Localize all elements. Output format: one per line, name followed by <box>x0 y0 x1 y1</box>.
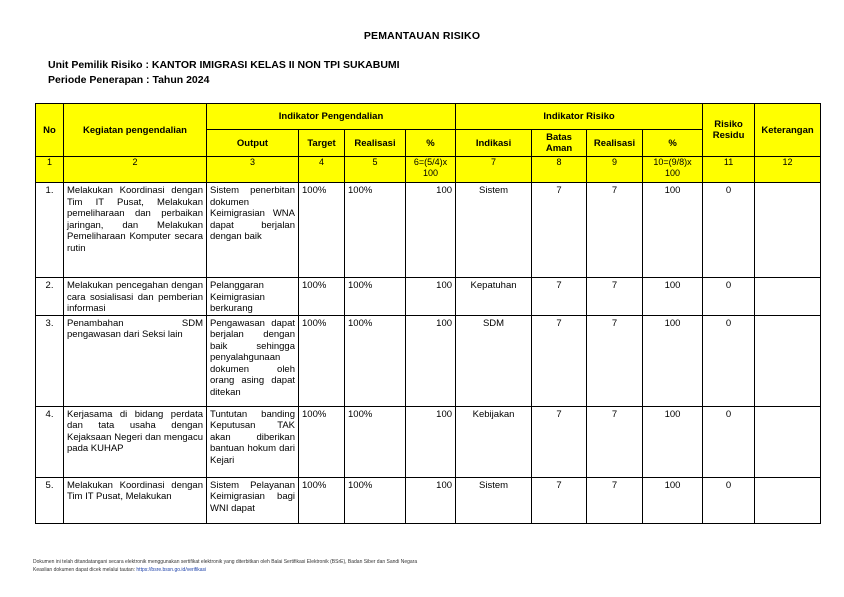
row-output: Sistem penerbitan dokumen Keimigrasian WNA dapat berjalan dengan baik <box>207 183 299 278</box>
row-percent-risiko: 100 <box>643 315 703 406</box>
row-target: 100% <box>299 315 345 406</box>
row-no: 5. <box>36 477 64 523</box>
row-realisasi: 100% <box>345 477 406 523</box>
row-percent: 100 <box>406 477 456 523</box>
row-indikasi: SDM <box>456 315 532 406</box>
row-keterangan <box>755 278 821 316</box>
header-indikator-pengendalian: Indikator Pengendalian <box>207 104 456 130</box>
footer-verification-note <box>33 567 206 573</box>
row-realisasi: 100% <box>345 406 406 477</box>
row-realisasi-risiko: 7 <box>587 278 643 316</box>
row-batas-aman: 7 <box>532 315 587 406</box>
row-kegiatan: Kerjasama di bidang perdata dan tata usaha dengan Kejaksaan Negeri dan mengacu pada KUHAP <box>64 406 207 477</box>
row-realisasi-risiko: 7 <box>587 406 643 477</box>
row-output: Pelanggaran Keimigrasian berkurang <box>207 278 299 316</box>
row-no: 2. <box>36 278 64 316</box>
row-percent: 100 <box>406 406 456 477</box>
row-batas-aman: 7 <box>532 406 587 477</box>
row-risiko-residu: 0 <box>703 477 755 523</box>
row-kegiatan: Penambahan SDM pengawasan dari Seksi lain <box>64 315 207 406</box>
row-target: 100% <box>299 477 345 523</box>
row-risiko-residu: 0 <box>703 278 755 316</box>
row-no: 1. <box>36 183 64 278</box>
row-percent-risiko: 100 <box>643 278 703 316</box>
row-output: Sistem Pelayanan Keimigrasian bagi WNI dapat <box>207 477 299 523</box>
row-percent-risiko: 100 <box>643 406 703 477</box>
row-no: 4. <box>36 406 64 477</box>
header-kegiatan: Kegiatan pengendalian <box>64 104 207 157</box>
col-number: 5 <box>345 157 406 183</box>
row-batas-aman: 7 <box>532 278 587 316</box>
period-value: : Tahun 2024 <box>146 74 210 86</box>
row-output: Tuntutan banding Keputusan TAK akan diberikan bantuan hokum dari Kejari <box>207 406 299 477</box>
header-risiko-residu: Risiko Residu <box>703 104 755 157</box>
row-target: 100% <box>299 406 345 477</box>
row-realisasi-risiko: 7 <box>587 315 643 406</box>
header-percent: % <box>406 130 456 157</box>
col-number: 10=(9/8)x 100 <box>643 157 703 183</box>
table-row <box>36 183 821 278</box>
unit-line <box>48 59 400 71</box>
row-keterangan <box>755 406 821 477</box>
header-target: Target <box>299 130 345 157</box>
row-keterangan <box>755 477 821 523</box>
row-percent: 100 <box>406 183 456 278</box>
period-line <box>48 74 209 86</box>
row-percent: 100 <box>406 278 456 316</box>
header-percent-risiko: % <box>643 130 703 157</box>
footer-signature-note: Dokumen ini telah ditandatangani secara elektronik menggunakan sertifikat elektronik yang diterbitkan oleh Balai Sertifikasi Elektronik (BSrE), Badan Siber dan Sandi Negara <box>33 559 418 565</box>
row-indikasi: Sistem <box>456 477 532 523</box>
row-risiko-residu: 0 <box>703 183 755 278</box>
header-output: Output <box>207 130 299 157</box>
row-keterangan <box>755 315 821 406</box>
unit-label: Unit Pemilik Risiko <box>48 59 143 71</box>
row-percent-risiko: 100 <box>643 477 703 523</box>
row-risiko-residu: 0 <box>703 406 755 477</box>
row-indikasi: Kebijakan <box>456 406 532 477</box>
row-no: 3. <box>36 315 64 406</box>
col-number: 3 <box>207 157 299 183</box>
header-indikasi: Indikasi <box>456 130 532 157</box>
row-kegiatan: Melakukan Koordinasi dengan Tim IT Pusat, Melakukan pemeliharaan dan perbaikan jaringan, dan Melakukan Pemeliharaan Komputer secara rutin <box>64 183 207 278</box>
header-realisasi-risiko: Realisasi <box>587 130 643 157</box>
document-title: PEMANTAUAN RISIKO <box>363 30 481 42</box>
footer-verification-prefix: Keaslian dokumen dapat dicek melalui tautan: <box>33 567 137 573</box>
header-realisasi: Realisasi <box>345 130 406 157</box>
header-no: No <box>36 104 64 157</box>
col-number: 9 <box>587 157 643 183</box>
row-batas-aman: 7 <box>532 183 587 278</box>
col-number: 12 <box>755 157 821 183</box>
row-output: Pengawasan dapat berjalan dengan baik sehingga penyalahgunaan dokumen oleh orang asing dapat ditekan <box>207 315 299 406</box>
risk-monitoring-table <box>35 103 821 524</box>
row-target: 100% <box>299 183 345 278</box>
col-number: 2 <box>64 157 207 183</box>
row-indikasi: Kepatuhan <box>456 278 532 316</box>
row-indikasi: Sistem <box>456 183 532 278</box>
table-row <box>36 315 821 406</box>
verification-link[interactable]: https://bsre.bssn.go.id/verifikasi <box>136 567 207 573</box>
row-kegiatan: Melakukan pencegahan dengan cara sosialisasi dan pemberian informasi <box>64 278 207 316</box>
row-realisasi: 100% <box>345 278 406 316</box>
col-number: 8 <box>532 157 587 183</box>
row-realisasi-risiko: 7 <box>587 477 643 523</box>
col-number: 4 <box>299 157 345 183</box>
col-number: 1 <box>36 157 64 183</box>
row-keterangan <box>755 183 821 278</box>
table-row <box>36 278 821 316</box>
unit-value: : KANTOR IMIGRASI KELAS II NON TPI SUKABUMI <box>145 59 400 71</box>
row-realisasi: 100% <box>345 183 406 278</box>
col-number: 11 <box>703 157 755 183</box>
row-percent-risiko: 100 <box>643 183 703 278</box>
period-label: Periode Penerapan <box>48 74 144 86</box>
table-row <box>36 477 821 523</box>
header-indikator-risiko: Indikator Risiko <box>456 104 703 130</box>
row-kegiatan: Melakukan Koordinasi dengan Tim IT Pusat, Melakukan <box>64 477 207 523</box>
row-target: 100% <box>299 278 345 316</box>
col-number: 7 <box>456 157 532 183</box>
col-number: 6=(5/4)x 100 <box>406 157 456 183</box>
row-realisasi: 100% <box>345 315 406 406</box>
row-risiko-residu: 0 <box>703 315 755 406</box>
header-keterangan: Keterangan <box>755 104 821 157</box>
table-row <box>36 406 821 477</box>
row-batas-aman: 7 <box>532 477 587 523</box>
row-percent: 100 <box>406 315 456 406</box>
header-batas-aman: Batas Aman <box>532 130 587 157</box>
row-realisasi-risiko: 7 <box>587 183 643 278</box>
